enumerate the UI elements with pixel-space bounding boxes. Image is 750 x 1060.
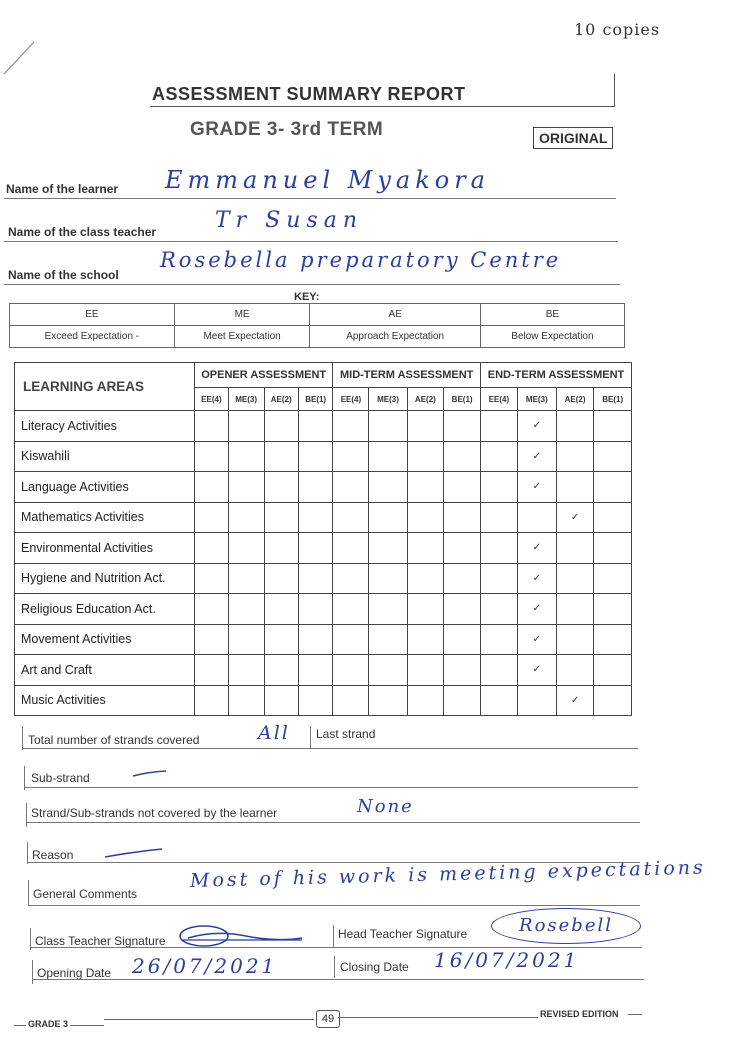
grade-cell bbox=[195, 563, 229, 594]
divider bbox=[310, 726, 311, 748]
grade-cell bbox=[444, 533, 481, 564]
key-code: AE bbox=[310, 304, 480, 326]
grade-cell bbox=[195, 441, 229, 472]
learning-area-label: Art and Craft bbox=[15, 655, 195, 686]
not-covered-label: Strand/Sub-strands not covered by the learner bbox=[31, 806, 278, 820]
grade-cell bbox=[407, 655, 444, 686]
grade-cell bbox=[195, 411, 229, 442]
page-number: 49 bbox=[316, 1010, 340, 1028]
learning-areas-header: LEARNING AREAS bbox=[15, 363, 195, 411]
grade-cell bbox=[407, 594, 444, 625]
grade-cell bbox=[594, 685, 632, 716]
grade-cell bbox=[369, 594, 407, 625]
grade-cell bbox=[333, 594, 369, 625]
divider bbox=[333, 925, 334, 947]
strands-value: All bbox=[258, 722, 290, 744]
school-value: Rosebella preparatory Centre bbox=[160, 248, 562, 272]
grade-cell bbox=[481, 655, 518, 686]
grade-cell bbox=[407, 502, 444, 533]
grade-cell bbox=[407, 472, 444, 503]
grade-cell bbox=[444, 594, 481, 625]
grade-cell bbox=[556, 472, 594, 503]
table-row bbox=[15, 533, 632, 564]
not-covered-line bbox=[26, 822, 640, 823]
grade-cell bbox=[195, 502, 229, 533]
grade-cell bbox=[264, 411, 298, 442]
opening-label: Opening Date bbox=[37, 966, 112, 980]
grid-body bbox=[15, 411, 632, 716]
grade-cell bbox=[444, 411, 481, 442]
table-row bbox=[15, 624, 632, 655]
grade-cell bbox=[264, 594, 298, 625]
grade-cell bbox=[333, 563, 369, 594]
grade-cell bbox=[594, 472, 632, 503]
tick-mark: ✓ bbox=[517, 563, 556, 594]
grade-cell bbox=[556, 533, 594, 564]
grade-cell bbox=[228, 563, 264, 594]
tick-mark: ✓ bbox=[556, 502, 594, 533]
group-header-endterm: END-TERM ASSESSMENT bbox=[481, 363, 632, 388]
top-note: 10 copies bbox=[574, 20, 661, 39]
table-row bbox=[15, 563, 632, 594]
grade-cell bbox=[556, 594, 594, 625]
grade-cell bbox=[298, 502, 332, 533]
grade-cell bbox=[444, 563, 481, 594]
key-meaning: Below Expectation bbox=[480, 326, 624, 348]
grade-cell bbox=[264, 472, 298, 503]
table-row bbox=[15, 472, 632, 503]
tick-mark: ✓ bbox=[517, 533, 556, 564]
tick-mark: ✓ bbox=[556, 685, 594, 716]
grade-cell bbox=[481, 502, 518, 533]
grade-cell bbox=[369, 624, 407, 655]
grade-cell bbox=[481, 685, 518, 716]
grade-cell bbox=[407, 411, 444, 442]
grade-cell bbox=[407, 685, 444, 716]
grade-cell bbox=[369, 685, 407, 716]
key-code: EE bbox=[10, 304, 175, 326]
tick-mark: ✓ bbox=[517, 655, 556, 686]
strands-line bbox=[22, 748, 638, 749]
grade-cell bbox=[444, 441, 481, 472]
grade-cell bbox=[481, 624, 518, 655]
grade-cell bbox=[481, 441, 518, 472]
learner-value: Emmanuel Myakora bbox=[165, 166, 490, 194]
grade-cell bbox=[298, 655, 332, 686]
grade-cell bbox=[298, 441, 332, 472]
grade-cell bbox=[481, 533, 518, 564]
teacher-value: Tr Susan bbox=[215, 208, 363, 233]
head-teacher-signature: Rosebell bbox=[491, 908, 641, 944]
divider bbox=[27, 842, 28, 864]
key-code: BE bbox=[480, 304, 624, 326]
grade-cell bbox=[444, 655, 481, 686]
grade-cell bbox=[333, 685, 369, 716]
grade-cell bbox=[333, 472, 369, 503]
learning-area-label: Literacy Activities bbox=[15, 411, 195, 442]
grade-cell bbox=[195, 472, 229, 503]
head-sig-label: Head Teacher Signature bbox=[338, 927, 468, 941]
footer-edition: REVISED EDITION bbox=[540, 1009, 619, 1019]
divider bbox=[22, 726, 23, 750]
grade-cell bbox=[264, 563, 298, 594]
divider bbox=[32, 960, 33, 984]
footer-rule bbox=[104, 1019, 314, 1020]
grade-cell bbox=[298, 685, 332, 716]
opening-value: 26/07/2021 bbox=[132, 954, 278, 978]
dash-mark bbox=[102, 846, 166, 860]
footer-rule bbox=[628, 1014, 642, 1015]
strands-label: Total number of strands covered bbox=[28, 733, 200, 747]
tick-mark: ✓ bbox=[517, 472, 556, 503]
closing-label: Closing Date bbox=[340, 960, 409, 974]
grade-cell bbox=[481, 472, 518, 503]
divider bbox=[334, 956, 335, 978]
grade-cell bbox=[228, 411, 264, 442]
group-header-midterm: MID-TERM ASSESSMENT bbox=[333, 363, 481, 388]
grade-cell bbox=[369, 533, 407, 564]
subheader-cell: ME(3) bbox=[228, 388, 264, 411]
not-covered-value: None bbox=[357, 796, 414, 817]
learning-area-label: Environmental Activities bbox=[15, 533, 195, 564]
corner-mark bbox=[0, 38, 40, 78]
grade-cell bbox=[333, 441, 369, 472]
learning-area-label: Music Activities bbox=[15, 685, 195, 716]
substrand-label: Sub-strand bbox=[31, 771, 90, 785]
grade-cell bbox=[556, 655, 594, 686]
tick-mark: ✓ bbox=[517, 594, 556, 625]
grade-cell bbox=[517, 685, 556, 716]
grade-cell bbox=[228, 624, 264, 655]
tick-mark: ✓ bbox=[517, 441, 556, 472]
grade-cell bbox=[333, 624, 369, 655]
grade-cell bbox=[556, 411, 594, 442]
grade-cell bbox=[369, 441, 407, 472]
grade-cell bbox=[369, 472, 407, 503]
table-row bbox=[15, 655, 632, 686]
grade-cell bbox=[444, 685, 481, 716]
grade-cell bbox=[407, 441, 444, 472]
comments-label: General Comments bbox=[33, 887, 138, 901]
grade-cell bbox=[407, 624, 444, 655]
learner-label: Name of the learner bbox=[6, 182, 119, 196]
grade-cell bbox=[481, 594, 518, 625]
learner-line bbox=[4, 198, 616, 199]
grade-cell bbox=[481, 563, 518, 594]
grade-cell bbox=[228, 472, 264, 503]
grade-cell bbox=[556, 563, 594, 594]
grade-cell bbox=[298, 472, 332, 503]
class-teacher-signature bbox=[176, 922, 306, 950]
grade-cell bbox=[594, 594, 632, 625]
grade-cell bbox=[195, 594, 229, 625]
grade-cell bbox=[228, 533, 264, 564]
learning-area-label: Religious Education Act. bbox=[15, 594, 195, 625]
table-row bbox=[15, 685, 632, 716]
school-line bbox=[4, 284, 620, 285]
subheader-cell: AE(2) bbox=[264, 388, 298, 411]
grade-cell bbox=[594, 441, 632, 472]
grade-cell bbox=[298, 411, 332, 442]
grade-cell bbox=[481, 411, 518, 442]
subheader-cell: ME(3) bbox=[517, 388, 556, 411]
subheader-cell: EE(4) bbox=[333, 388, 369, 411]
grade-cell bbox=[594, 563, 632, 594]
key-title: KEY: bbox=[294, 291, 320, 303]
grade-cell bbox=[444, 472, 481, 503]
subheader-cell: ME(3) bbox=[369, 388, 407, 411]
tick-mark: ✓ bbox=[517, 624, 556, 655]
grade-cell bbox=[594, 411, 632, 442]
divider bbox=[28, 880, 29, 906]
tick-mark: ✓ bbox=[517, 411, 556, 442]
grade-cell bbox=[228, 655, 264, 686]
grade-cell bbox=[195, 655, 229, 686]
learning-area-label: Language Activities bbox=[15, 472, 195, 503]
substrand-line bbox=[24, 787, 638, 788]
subheader-cell: EE(4) bbox=[195, 388, 229, 411]
grade-cell bbox=[264, 533, 298, 564]
grade-cell bbox=[298, 594, 332, 625]
grade-cell bbox=[333, 502, 369, 533]
table-row bbox=[15, 411, 632, 442]
grade-cell bbox=[264, 441, 298, 472]
teacher-label: Name of the class teacher bbox=[8, 225, 157, 239]
grade-cell bbox=[369, 563, 407, 594]
subheader-cell: BE(1) bbox=[594, 388, 632, 411]
school-label: Name of the school bbox=[8, 268, 119, 282]
report-subtitle: GRADE 3- 3rd TERM bbox=[190, 119, 384, 140]
comments-value: Most of his work is meeting expectations bbox=[189, 856, 707, 892]
grade-cell bbox=[594, 655, 632, 686]
teacher-line bbox=[4, 241, 618, 242]
class-sig-label: Class Teacher Signature bbox=[35, 934, 166, 948]
grade-cell bbox=[264, 624, 298, 655]
key-meaning: Exceed Expectation - bbox=[10, 326, 175, 348]
subheader-cell: BE(1) bbox=[444, 388, 481, 411]
subheader-cell: EE(4) bbox=[481, 388, 518, 411]
grade-cell bbox=[369, 655, 407, 686]
assessment-grid bbox=[14, 362, 632, 716]
key-meaning: Approach Expectation bbox=[310, 326, 480, 348]
grade-cell bbox=[594, 624, 632, 655]
group-header-opener: OPENER ASSESSMENT bbox=[195, 363, 333, 388]
grade-cell bbox=[556, 441, 594, 472]
learning-area-label: Kiswahili bbox=[15, 441, 195, 472]
table-row bbox=[15, 441, 632, 472]
grade-cell bbox=[369, 502, 407, 533]
comments-line bbox=[28, 905, 640, 906]
footer-grade: GRADE 3 bbox=[28, 1019, 69, 1029]
grade-cell bbox=[264, 685, 298, 716]
footer-rule bbox=[338, 1017, 538, 1018]
grade-cell bbox=[264, 655, 298, 686]
reason-label: Reason bbox=[32, 848, 74, 862]
grade-cell bbox=[228, 441, 264, 472]
grade-cell bbox=[594, 502, 632, 533]
grade-cell bbox=[298, 533, 332, 564]
original-badge: ORIGINAL bbox=[533, 127, 613, 149]
closing-value: 16/07/2021 bbox=[434, 948, 580, 972]
grade-cell bbox=[517, 502, 556, 533]
grade-cell bbox=[195, 624, 229, 655]
grade-cell bbox=[407, 533, 444, 564]
grade-cell bbox=[333, 533, 369, 564]
grade-cell bbox=[228, 685, 264, 716]
table-row bbox=[15, 502, 632, 533]
grade-cell bbox=[594, 533, 632, 564]
grade-cell bbox=[369, 411, 407, 442]
dash-mark bbox=[130, 768, 170, 780]
grade-cell bbox=[407, 563, 444, 594]
grade-cell bbox=[333, 411, 369, 442]
subheader-cell: AE(2) bbox=[556, 388, 594, 411]
grade-cell bbox=[298, 624, 332, 655]
learning-area-label: Hygiene and Nutrition Act. bbox=[15, 563, 195, 594]
grade-cell bbox=[556, 624, 594, 655]
subheader-cell: BE(1) bbox=[298, 388, 332, 411]
grade-cell bbox=[228, 594, 264, 625]
grade-cell bbox=[195, 685, 229, 716]
divider bbox=[26, 803, 27, 827]
grade-cell bbox=[298, 563, 332, 594]
grade-cell bbox=[195, 533, 229, 564]
table-row bbox=[15, 594, 632, 625]
subheader-cell: AE(2) bbox=[407, 388, 444, 411]
last-strand-label: Last strand bbox=[316, 727, 376, 741]
grade-cell bbox=[333, 655, 369, 686]
grade-cell bbox=[444, 502, 481, 533]
grade-cell bbox=[264, 502, 298, 533]
key-meaning: Meet Expectation bbox=[174, 326, 310, 348]
grade-cell bbox=[228, 502, 264, 533]
key-code: ME bbox=[174, 304, 310, 326]
learning-area-label: Movement Activities bbox=[15, 624, 195, 655]
date-line bbox=[32, 979, 644, 980]
key-table bbox=[9, 303, 625, 348]
grade-cell bbox=[444, 624, 481, 655]
learning-area-label: Mathematics Activities bbox=[15, 502, 195, 533]
report-title: ASSESSMENT SUMMARY REPORT bbox=[152, 84, 466, 104]
